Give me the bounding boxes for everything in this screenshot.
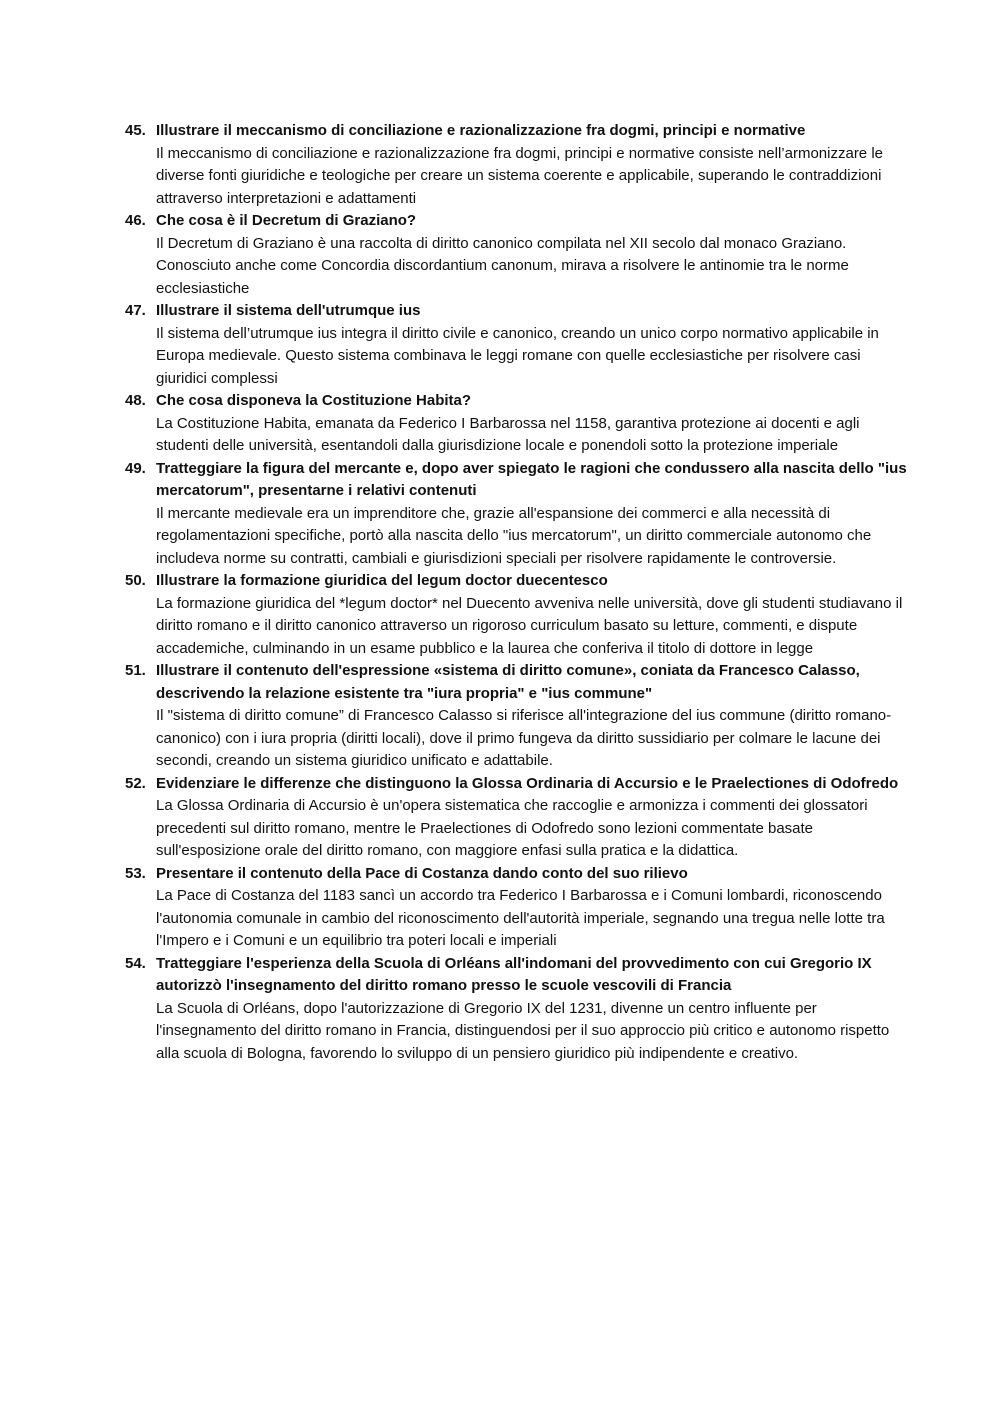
- question-number: 52.: [125, 774, 146, 792]
- question-text: Tratteggiare la figura del mercante e, dopo aver spiegato le ragioni che condussero alla nascita dello "ius mercatorum", presentarne i relativi contenuti: [156, 459, 907, 499]
- question-text: Illustrare la formazione giuridica del legum doctor duecentesco: [156, 572, 608, 589]
- question-number: 48.: [125, 392, 146, 409]
- answer-text: La Pace di Costanza del 1183 sancì un accordo tra Federico I Barbarossa e i Comuni lombardi, riconoscendo l'autonomia comunale in cambio del riconoscimento dell'autorità imperiale, segnando una tregua nelle lotte tra l'Impero e i Comuni e un equilibrio tra poteri locali e imperiali: [156, 887, 885, 949]
- question-number: 51.: [125, 662, 146, 679]
- question-number: 49.: [125, 459, 146, 477]
- answer-text: Il sistema dell’utrumque ius integra il diritto civile e canonico, creando un unico corpo normativo applicabile in Europa medievale. Questo sistema combinava le leggi romane con quelle ecclesiastiche per risolvere casi giuridici complessi: [156, 324, 879, 387]
- qa-item-48: [120, 390, 910, 458]
- question-answer-list: [120, 120, 910, 1065]
- question-text: Evidenziare le differenze che distinguono la Glossa Ordinaria di Accursio e le Praelectiones di Odofredo: [156, 774, 899, 792]
- qa-item-54: [120, 953, 910, 1066]
- question-text: Illustrare il sistema dell'utrumque ius: [156, 302, 421, 319]
- answer-text: La Glossa Ordinaria di Accursio è un'opera sistematica che raccoglie e armonizza i commenti dei glossatori precedenti sul diritto romano, mentre le Praelectiones di Odofredo sono lezioni commentate basate sull'esposizione orale del diritto romano, con maggiore enfasi sulla pratica e la didattica.: [156, 797, 868, 859]
- qa-item-46: [120, 210, 910, 300]
- answer-text: Il "sistema di diritto comune” di Francesco Calasso si riferisce all'integrazione del ius commune (diritto romano-canonico) con i iura propria (diritti locali), dove il primo fungeva da diritto sussidiario per colmare le lacune dei secondi, creando un sistema giuridico unificato e adattabile.: [156, 707, 892, 769]
- question-text: Che cosa disponeva la Costituzione Habita?: [156, 392, 472, 409]
- qa-item-51: [120, 660, 910, 773]
- question-number: 54.: [125, 954, 146, 972]
- question-number: 53.: [125, 864, 146, 882]
- qa-item-52: [120, 773, 910, 863]
- qa-item-50: [120, 570, 910, 660]
- qa-item-53: [120, 863, 910, 953]
- answer-text: La Scuola di Orléans, dopo l'autorizzazione di Gregorio IX del 1231, divenne un centro influente per l'insegnamento del diritto romano in Francia, distinguendosi per il suo approccio più critico e autonomo rispetto alla scuola di Bologna, favorendo lo sviluppo di un pensiero giuridico più indipendente e creativo.: [156, 999, 890, 1062]
- answer-text: Il Decretum di Graziano è una raccolta di diritto canonico compilata nel XII secolo dal monaco Graziano. Conosciuto anche come Concordia discordantium canonum, mirava a risolvere le antinomie tra le norme ecclesiastiche: [156, 234, 849, 297]
- question-text: Illustrare il contenuto dell'espressione «sistema di diritto comune», coniata da Francesco Calasso, descrivendo la relazione esistente tra "iura propria" e "ius commune": [156, 662, 860, 702]
- question-number: 46.: [125, 212, 146, 229]
- question-number: 47.: [125, 302, 146, 319]
- question-text: Illustrare il meccanismo di conciliazione e razionalizzazione fra dogmi, principi e normative: [156, 122, 806, 139]
- qa-item-45: [120, 120, 910, 210]
- question-text: Tratteggiare l'esperienza della Scuola di Orléans all'indomani del provvedimento con cui Gregorio IX autorizzò l'insegnamento del diritto romano presso le scuole vescovili di Francia: [156, 954, 872, 994]
- answer-text: Il mercante medievale era un imprenditore che, grazie all'espansione dei commerci e alla necessità di regolamentazioni specifiche, portò alla nascita dello "ius mercatorum", un diritto commerciale autonomo che includeva norme su contratti, cambiali e giurisdizioni speciali per risolvere rapidamente le controversie.: [156, 504, 872, 567]
- answer-text: La Costituzione Habita, emanata da Federico I Barbarossa nel 1158, garantiva protezione ai docenti e agli studenti delle università, esentandoli dalla giurisdizione locale e ponendoli sotto la protezione imperiale: [156, 414, 860, 454]
- answer-text: Il meccanismo di conciliazione e razionalizzazione fra dogmi, principi e normative consiste nell’armonizzare le diverse fonti giuridiche e teologiche per creare un sistema coerente e applicabile, superando le contraddizioni attraverso interpretazioni e adattamenti: [156, 144, 883, 207]
- answer-text: La formazione giuridica del *legum doctor* nel Duecento avveniva nelle università, dove gli studenti studiavano il diritto romano e il diritto canonico attraverso un rigoroso curriculum basato su letture, commenti, e dispute accademiche, culminando in un esame pubblico e la laurea che conferiva il titolo di dottore in legge: [156, 594, 903, 657]
- qa-item-47: [120, 300, 910, 390]
- question-text: Presentare il contenuto della Pace di Costanza dando conto del suo rilievo: [156, 864, 688, 882]
- question-number: 50.: [125, 572, 146, 589]
- question-number: 45.: [125, 122, 146, 139]
- qa-item-49: [120, 458, 910, 571]
- question-text: Che cosa è il Decretum di Graziano?: [156, 212, 417, 229]
